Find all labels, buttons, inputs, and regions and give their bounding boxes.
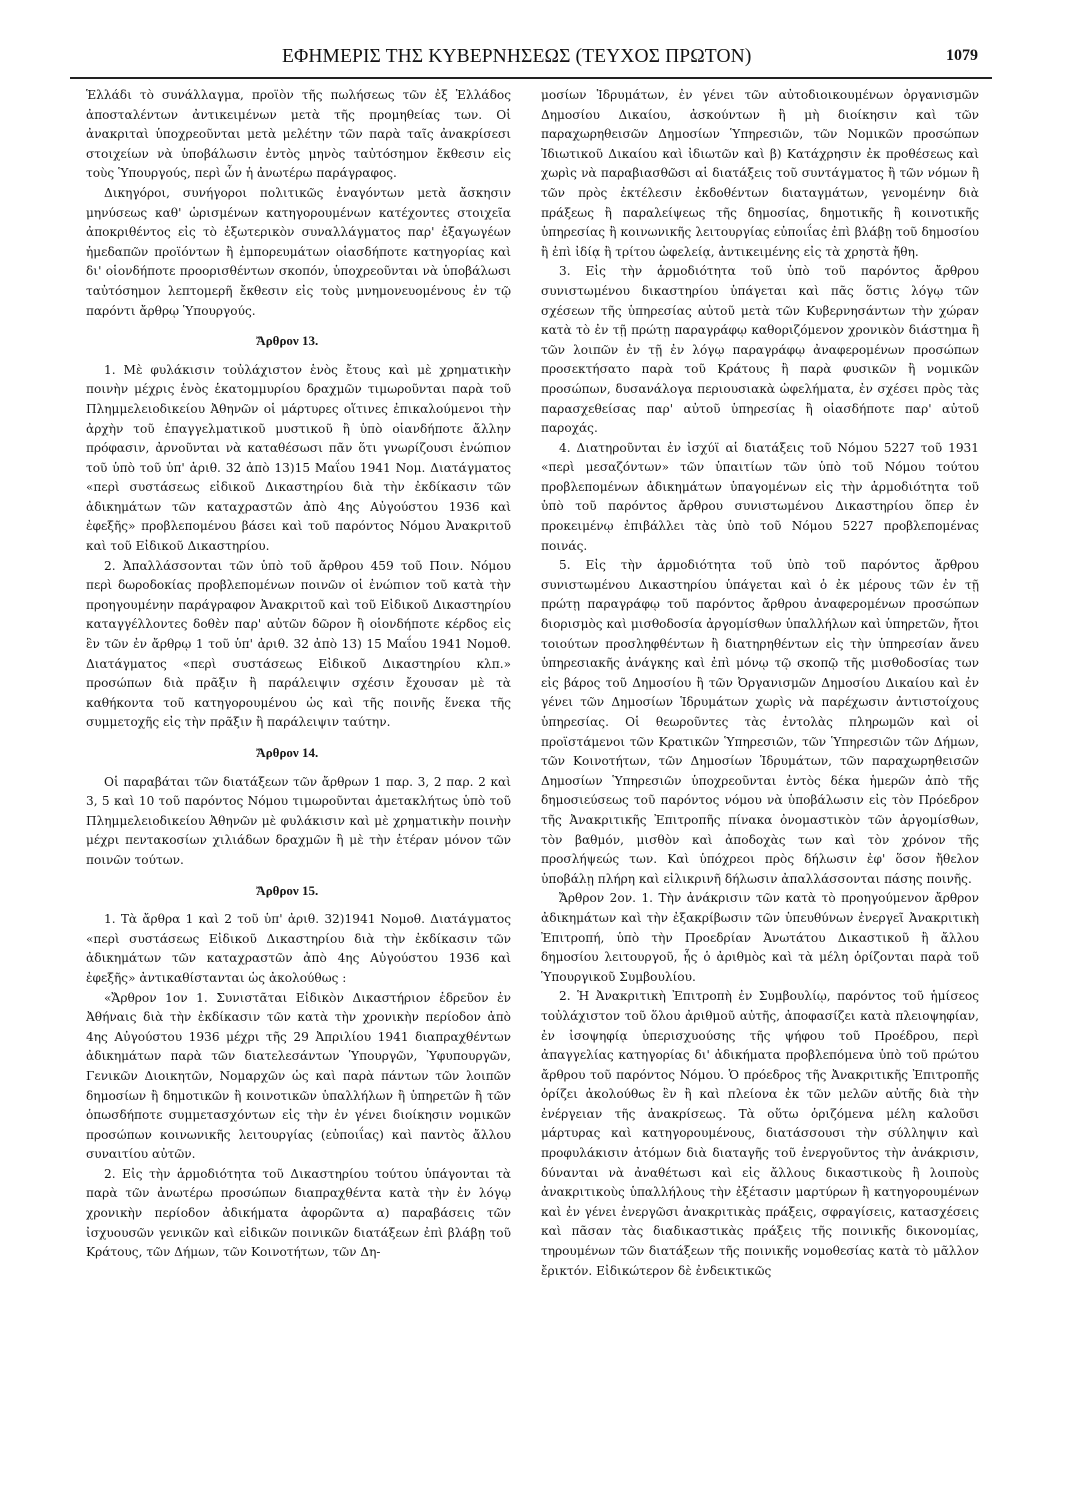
- left-column: [86, 86, 511, 1496]
- article-15-paragraph-3: 2. Εἰς τὴν ἁρμοδιότητα τοῦ Δικαστηρίου τούτου ὑπάγονται τὰ παρὰ τῶν ἀνωτέρω προσώπων διαπραχθέντα κατὰ τὴν ἐν λόγῳ χρονικὴν περίοδον ἀδικήματα ἀφορῶντα α) παραβάσεις τῶν ἰσχυουσῶν γενικῶν καὶ εἰδικῶν ποινικῶν διατάξεων ἐπὶ βλάβῃ τοῦ Κράτους, τῶν Δήμων, τῶν Κοινοτήτων, τῶν Δη-: [86, 1166, 511, 1260]
- article-13-paragraph-2: 2. Ἀπαλλάσσονται τῶν ὑπὸ τοῦ ἄρθρου 459 τοῦ Ποιν. Νόμου περὶ δωροδοκίας προβλεπομένων ποινῶν οἱ ἐνώπιον τοῦ κατὰ τὴν προηγουμένην παράγραφον Ἀνακριτοῦ καὶ τοῦ Εἰδικοῦ Δικαστηρίου καταγγέλλοντες δοθὲν παρ' αὐτῶν δῶρον ἢ οἱονδήποτε κέρδος εἰς ἓν τῶν ἐν ἄρθρῳ 1 τοῦ ὑπ' ἀριθ. 32 ἀπὸ 13) 15 Μαΐου 1941 Νομοθ. Διατάγματος «περὶ συστάσεως Εἰδικοῦ Δικαστηρίου κλπ.» προσώπων διὰ πρᾶξιν ἢ παράλειψιν σχέσιν ἔχουσαν μὲ τὰ καθήκοντα τοῦ κατηγορουμένου ὡς καὶ τῆς ποινῆς ἕνεκα τῆς συμμετοχῆς εἰς τὴν πρᾶξιν ἢ παράλειψιν ταύτην.: [86, 558, 511, 730]
- right-paragraph-1: μοσίων Ἱδρυμάτων, ἐν γένει τῶν αὐτοδιοικουμένων ὀργανισμῶν Δημοσίου Δικαίου, ἀσκούντων ἢ μὴ διοίκησιν καὶ τῶν παραχωρηθεισῶν Δημοσίων Ὑπηρεσιῶν, τῶν Νομικῶν προσώπων Ἰδιωτικοῦ Δικαίου καὶ ἰδιωτῶν καὶ β) Κατάχρησιν ἐκ προθέσεως καὶ χωρὶς νὰ παραβιασθῶσι αἱ διατάξεις τοῦ συντάγματος ἢ τῶν νόμων ἢ τῶν πρὸς ἐκτέλεσιν ἐκδοθέντων διαταγμάτων, γενομένην διὰ πράξεως ἢ παραλείψεως τῆς δημοσίας, δημοτικῆς ἢ κοινοτικῆς ὑπηρεσίας ἢ κοινωνικῆς λειτουργίας εὐποιΐας ἐπὶ βλάβῃ τοῦ δημοσίου ἢ ἐπὶ ἰδίᾳ ἢ τρίτου ὠφελείᾳ, ἀντικειμένης εἰς τὰ χρηστὰ ἤθη.: [541, 88, 979, 259]
- right-paragraph-6: 2. Ἡ Ἀνακριτικὴ Ἐπιτροπὴ ἐν Συμβουλίῳ, παρόντος τοῦ ἡμίσεος τοὐλάχιστον τοῦ ὅλου ἀριθμοῦ αὐτῆς, ἀποφασίζει κατὰ πλειοψηφίαν, ἐν ἰσοψηφίᾳ ὑπερισχυούσης τῆς ψήφου τοῦ Προέδρου, περὶ ἀπαγγελίας κατηγορίας δι' ἀδικήματα προβλεπόμενα ὑπὸ τοῦ πρώτου ἄρθρου τοῦ παρόντος Νόμου. Ὁ πρόεδρος τῆς Ἀνακριτικῆς Ἐπιτροπῆς ὁρίζει ἀκολούθως ἓν ἢ καὶ πλείονα ἐκ τῶν μελῶν αὐτῆς διὰ τὴν ἐνέργειαν τῆς ἀνακρίσεως. Τὰ οὕτω ὁριζόμενα μέλη καλοῦσι μάρτυρας καὶ κατηγορουμένους, διατάσσουσι τὴν σύλληψιν καὶ προφυλάκισιν ἀτόμων διὰ διαταγῆς τοῦ ἐνεργοῦντος τὴν ἀνάκρισιν, δύνανται νὰ ἀναθέτωσι καὶ εἰς ἄλλους δικαστικοὺς ἢ λοιποὺς ἀνακριτικοὺς ὑπαλλήλους τὴν ἐξέτασιν μαρτύρων ἢ κατηγορουμένων καὶ ἐν γένει ἐνεργῶσι ἀνακριτικὰς πράξεις, σφραγίσεις, κατασχέσεις καὶ πᾶσαν τὰς διαδικαστικὰς πράξεις τῆς ποινικῆς δικονομίας, τηρουμένων τῶν διατάξεων τῆς ποινικῆς νομοθεσίας κατὰ τὸ μᾶλλον ἔρικτόν. Εἰδικώτερον δὲ ἐνδεικτικῶς: [541, 989, 979, 1278]
- page-header: [70, 46, 992, 74]
- article-14-heading: Ἄρθρον 14.: [256, 745, 319, 760]
- header-title: ΕΦΗΜΕΡΙΣ ΤΗΣ ΚΥΒΕΡΝΗΣΕΩΣ (ΤΕΥΧΟΣ ΠΡΩΤΟΝ): [282, 46, 752, 67]
- right-paragraph-4: 5. Εἰς τὴν ἁρμοδιότητα τοῦ ὑπὸ τοῦ παρόντος ἄρθρου συνιστωμένου Δικαστηρίου ὑπάγεται καὶ ὁ ἐκ μέρους τῶν ἐν τῇ πρώτῃ παραγράφῳ τοῦ παρόντος ἄρθρου ἀναφερομένων προσώπων διορισμὸς καὶ μισθοδοσία ἀργομίσθων ὑπαλλήλων καὶ ὑπηρετῶν, ἤτοι τοιούτων προσληφθέντων ἢ διατηρηθέντων εἰς τὴν ὑπηρεσίαν ἄνευ ὑπηρεσιακῆς ἀνάγκης καὶ ἐπὶ μόνῳ τῷ σκοπῷ τῆς μισθοδοσίας των εἰς βάρος τοῦ Δημοσίου ἢ τῶν Ὀργανισμῶν Δημοσίου Δικαίου καὶ ἐν γένει τῶν Δημοσίων Ἱδρυμάτων χωρὶς νὰ παρέχωσιν ἀντιστοίχους ὑπηρεσίας. Οἱ θεωροῦντες τὰς ἐντολὰς πληρωμῶν καὶ οἱ προϊστάμενοι τῶν Κρατικῶν Ὑπηρεσιῶν, τῶν Ὑπηρεσιῶν τῶν Δήμων, τῶν Κοινοτήτων, τῶν Δημοσίων Ἱδρυμάτων, τῶν παραχωρηθεισῶν Δημοσίων Ὑπηρεσιῶν ὑποχρεοῦνται ἐντὸς δέκα ἡμερῶν ἀπὸ τῆς δημοσιεύσεως τοῦ παρόντος νόμου νὰ ὑποβάλωσιν εἰς τὸν Πρόεδρον τῆς Ἀνακριτικῆς Ἐπιτροπῆς πίνακα ὀνομαστικὸν τῶν ἀργομίσθων, τὸν βαθμόν, μισθὸν καὶ ἀποδοχὰς των καὶ τὸν χρόνον τῆς προσλήψεώς των. Καὶ ὑπόχρεοι πρὸς δήλωσιν ἐφ' ὅσον ἤθελον ὑποβάλῃ πλήρη καὶ εἰλικρινῆ δήλωσιν ἀπαλλάσσονται πάσης ποινῆς.: [541, 558, 979, 886]
- left-paragraph-1: Ἑλλάδι τὸ συνάλλαγμα, προϊὸν τῆς πωλήσεως τῶν ἐξ Ἑλλάδος ἀποσταλέντων ἀντικειμένων μετὰ τῆς προμηθείας των. Οἱ ἀνακριταὶ ὑποχρεοῦνται μετὰ μελέτην τῶν παρὰ ταῖς ἀνακρίσεσι στοιχείων νὰ ὑποβάλωσιν ἐντὸς μηνὸς ταὐτόσημον ἔκθεσιν εἰς τοὺς Ὑπουργούς, περὶ ὧν ἡ ἀνωτέρω παράγραφος.: [86, 88, 511, 181]
- left-paragraph-2: Δικηγόροι, συνήγοροι πολιτικῶς ἐναγόντων μετὰ ἄσκησιν μηνύσεως καθ' ὡρισμένων κατηγορουμένων κατέχοντες στοιχεῖα ἀποκριθέντος εἰς τὸ ἐξωτερικὸν συναλλάγματος παρ' ἐξαγωγέων ἡμεδαπῶν προϊόντων ἢ ἐμπορευμάτων οἱασδήποτε κατηγορίας καὶ δι' οἱονδήποτε προορισθέντων σκοπόν, ὑποχρεοῦνται νὰ ὑποβάλωσι ταὐτόσημον λεπτομερῆ ἔκθεσιν εἰς τοὺς μνημονευομένους ἐν τῷ παρόντι ἄρθρῳ Ὑπουργούς.: [86, 185, 511, 318]
- article-13-heading: Ἄρθρον 13.: [256, 333, 319, 349]
- right-column: [541, 86, 979, 1496]
- right-paragraph-3: 4. Διατηροῦνται ἐν ἰσχύϊ αἱ διατάξεις τοῦ Νόμου 5227 τοῦ 1931 «περὶ μεσαζόντων» τῶν ὑπαιτίων τῶν ὑπὸ τοῦ Νόμου τούτου προβλεπομένων ἀδικημάτων ὑπαγομένων εἰς τὴν ἁρμοδιότητα τοῦ ὑπὸ τοῦ παρόντος ἄρθρου συνιστωμένου Δικαστηρίου ὅπερ ἐν προκειμένῳ ἐπιβάλλει τὰς ὑπὸ τοῦ Νόμου 5227 προβλεπομένας ποινάς.: [541, 440, 979, 553]
- right-paragraph-2: 3. Εἰς τὴν ἁρμοδιότητα τοῦ ὑπὸ τοῦ παρόντος ἄρθρου συνιστωμένου δικαστηρίου ὑπάγεται καὶ πᾶς ὅστις λόγῳ τῶν σχέσεων τῆς ὑπηρεσίας αὐτοῦ μετὰ τῶν Κυβερνησάντων τὴν χώραν κατὰ τὸ ἐν τῇ πρώτῃ παραγράφῳ καθοριζόμενον χρονικὸν διάστημα ἢ τῶν λοιπῶν ἐν τῇ ἐν λόγῳ παραγράφῳ ἀναφερομένων προσώπων προσεκτήσατο παρὰ τοῦ Κράτους ἢ παρὰ φυσικῶν ἢ νομικῶν προσώπων, δυσανάλογα περιουσιακὰ ὠφελήματα, ἐν σχέσει πρὸς τὰς παρασχεθείσας παρ' αὐτοῦ ὑπηρεσίας ἢ οἱασδήποτε παρ' αὐτοῦ παροχάς.: [541, 264, 979, 436]
- header-rule: [70, 77, 992, 79]
- article-2-paragraph-1: 1. Τὴν ἀνάκρισιν τῶν κατὰ τὸ προηγούμενον ἄρθρον ἀδικημάτων καὶ τὴν ἐξακρίβωσιν τῶν ὑπευθύνων ἐνεργεῖ Ἀνακριτικὴ Ἐπιτροπή, ὑπὸ τὴν Προεδρίαν Ἀνωτάτου Δικαστικοῦ ἢ ἄλλου δημοσίου λειτουργοῦ, ἧς ὁ ἀριθμὸς καὶ τὰ μέλη ὁρίζονται παρὰ τοῦ Ὑπουργικοῦ Συμβουλίου.: [541, 891, 979, 984]
- page-number: 1079: [946, 47, 978, 64]
- article-15-paragraph-2: «Ἄρθρον 1ον 1. Συνιστᾶται Εἰδικὸν Δικαστήριον ἑδρεῦον ἐν Ἀθήναις διὰ τὴν ἐκδίκασιν τῶν κατὰ τὴν χρονικὴν περίοδον ἀπὸ 4ης Αὐγούστου 1936 μέχρι τῆς 29 Ἀπριλίου 1941 διαπραχθέντων ἀδικημάτων παρὰ τῶν διατελεσάντων Ὑπουργῶν, Ὑφυπουργῶν, Γενικῶν Διοικητῶν, Νομαρχῶν ὡς καὶ παρὰ πάντων τῶν λοιπῶν δημοσίων ἢ δημοτικῶν ἢ κοινοτικῶν ὑπαλλήλων ἢ ὑπηρετῶν ἢ τῶν ὁπωσδήποτε συμμετασχόντων εἰς τὴν ἐν γένει διοίκησιν νομικῶν προσώπων κοινωνικῆς λειτουργίας (εὐποιΐας) καὶ παντὸς ἄλλου συναιτίου αὐτῶν.: [86, 990, 511, 1162]
- article-15-paragraph-1: 1. Τὰ ἄρθρα 1 καὶ 2 τοῦ ὑπ' ἀριθ. 32)1941 Νομοθ. Διατάγματος «περὶ συστάσεως Εἰδικοῦ Δικαστηρίου διὰ τὴν ἐκδίκασιν τῶν ἀδικημάτων τῶν καταχραστῶν ἀπὸ 4ης Αὐγούστου 1936 καὶ ἐφεξῆς» ἀντικαθίστανται ὡς ἀκολούθως :: [86, 912, 511, 985]
- article-14-paragraph-1: Οἱ παραβάται τῶν διατάξεων τῶν ἄρθρων 1 παρ. 3, 2 παρ. 2 καὶ 3, 5 καὶ 10 τοῦ παρόντος Νόμου τιμωροῦνται ἀμετακλήτως ὑπὸ τοῦ Πλημμελειοδικείου Ἀθηνῶν μὲ φυλάκισιν καὶ μὲ χρηματικὴν ποινὴν μέχρι πεντακοσίων χιλιάδων δραχμῶν ἢ μὲ τὴν ἑτέραν μόνον τῶν ποινῶν τούτων.: [86, 774, 511, 867]
- article-13-paragraph-1: 1. Μὲ φυλάκισιν τοὐλάχιστον ἑνὸς ἔτους καὶ μὲ χρηματικὴν ποινὴν μέχρις ἑνὸς ἑκατομμυρίου δραχμῶν τιμωροῦνται παρὰ τοῦ Πλημμελειοδικείου Ἀθηνῶν οἱ μάρτυρες οἵτινες ἐπικαλούμενοι τὴν ἀρχὴν τοῦ ἐπαγγελματικοῦ μυστικοῦ ἢ ὑπὸ οἱανδήποτε ἄλλην πρόφασιν, ἀρνοῦνται νὰ καταθέσωσι πᾶν ὅτι γνωρίζουσι ἐνώπιον τοῦ ὑπὸ τοῦ ὑπ' ἀριθ. 32 ἀπὸ 13)15 Μαΐου 1941 Νομ. Διατάγματος «περὶ συστάσεως εἰδικοῦ Δικαστηρίου διὰ τὴν ἐκδίκασιν τῶν ἀδικημάτων τῶν καταχραστῶν ἀπὸ 4ης Αὐγούστου 1936 καὶ ἐφεξῆς» προβλεπομένου βάσει καὶ τοῦ παρόντος Νόμου Ἀνακριτοῦ καὶ τοῦ Εἰδικοῦ Δικαστηρίου.: [86, 362, 511, 554]
- article-15-heading: Ἄρθρον 15.: [256, 882, 319, 898]
- right-paragraph-5: [541, 889, 979, 987]
- article-2-inline-label: Ἄρθρον 2ον.: [559, 891, 636, 906]
